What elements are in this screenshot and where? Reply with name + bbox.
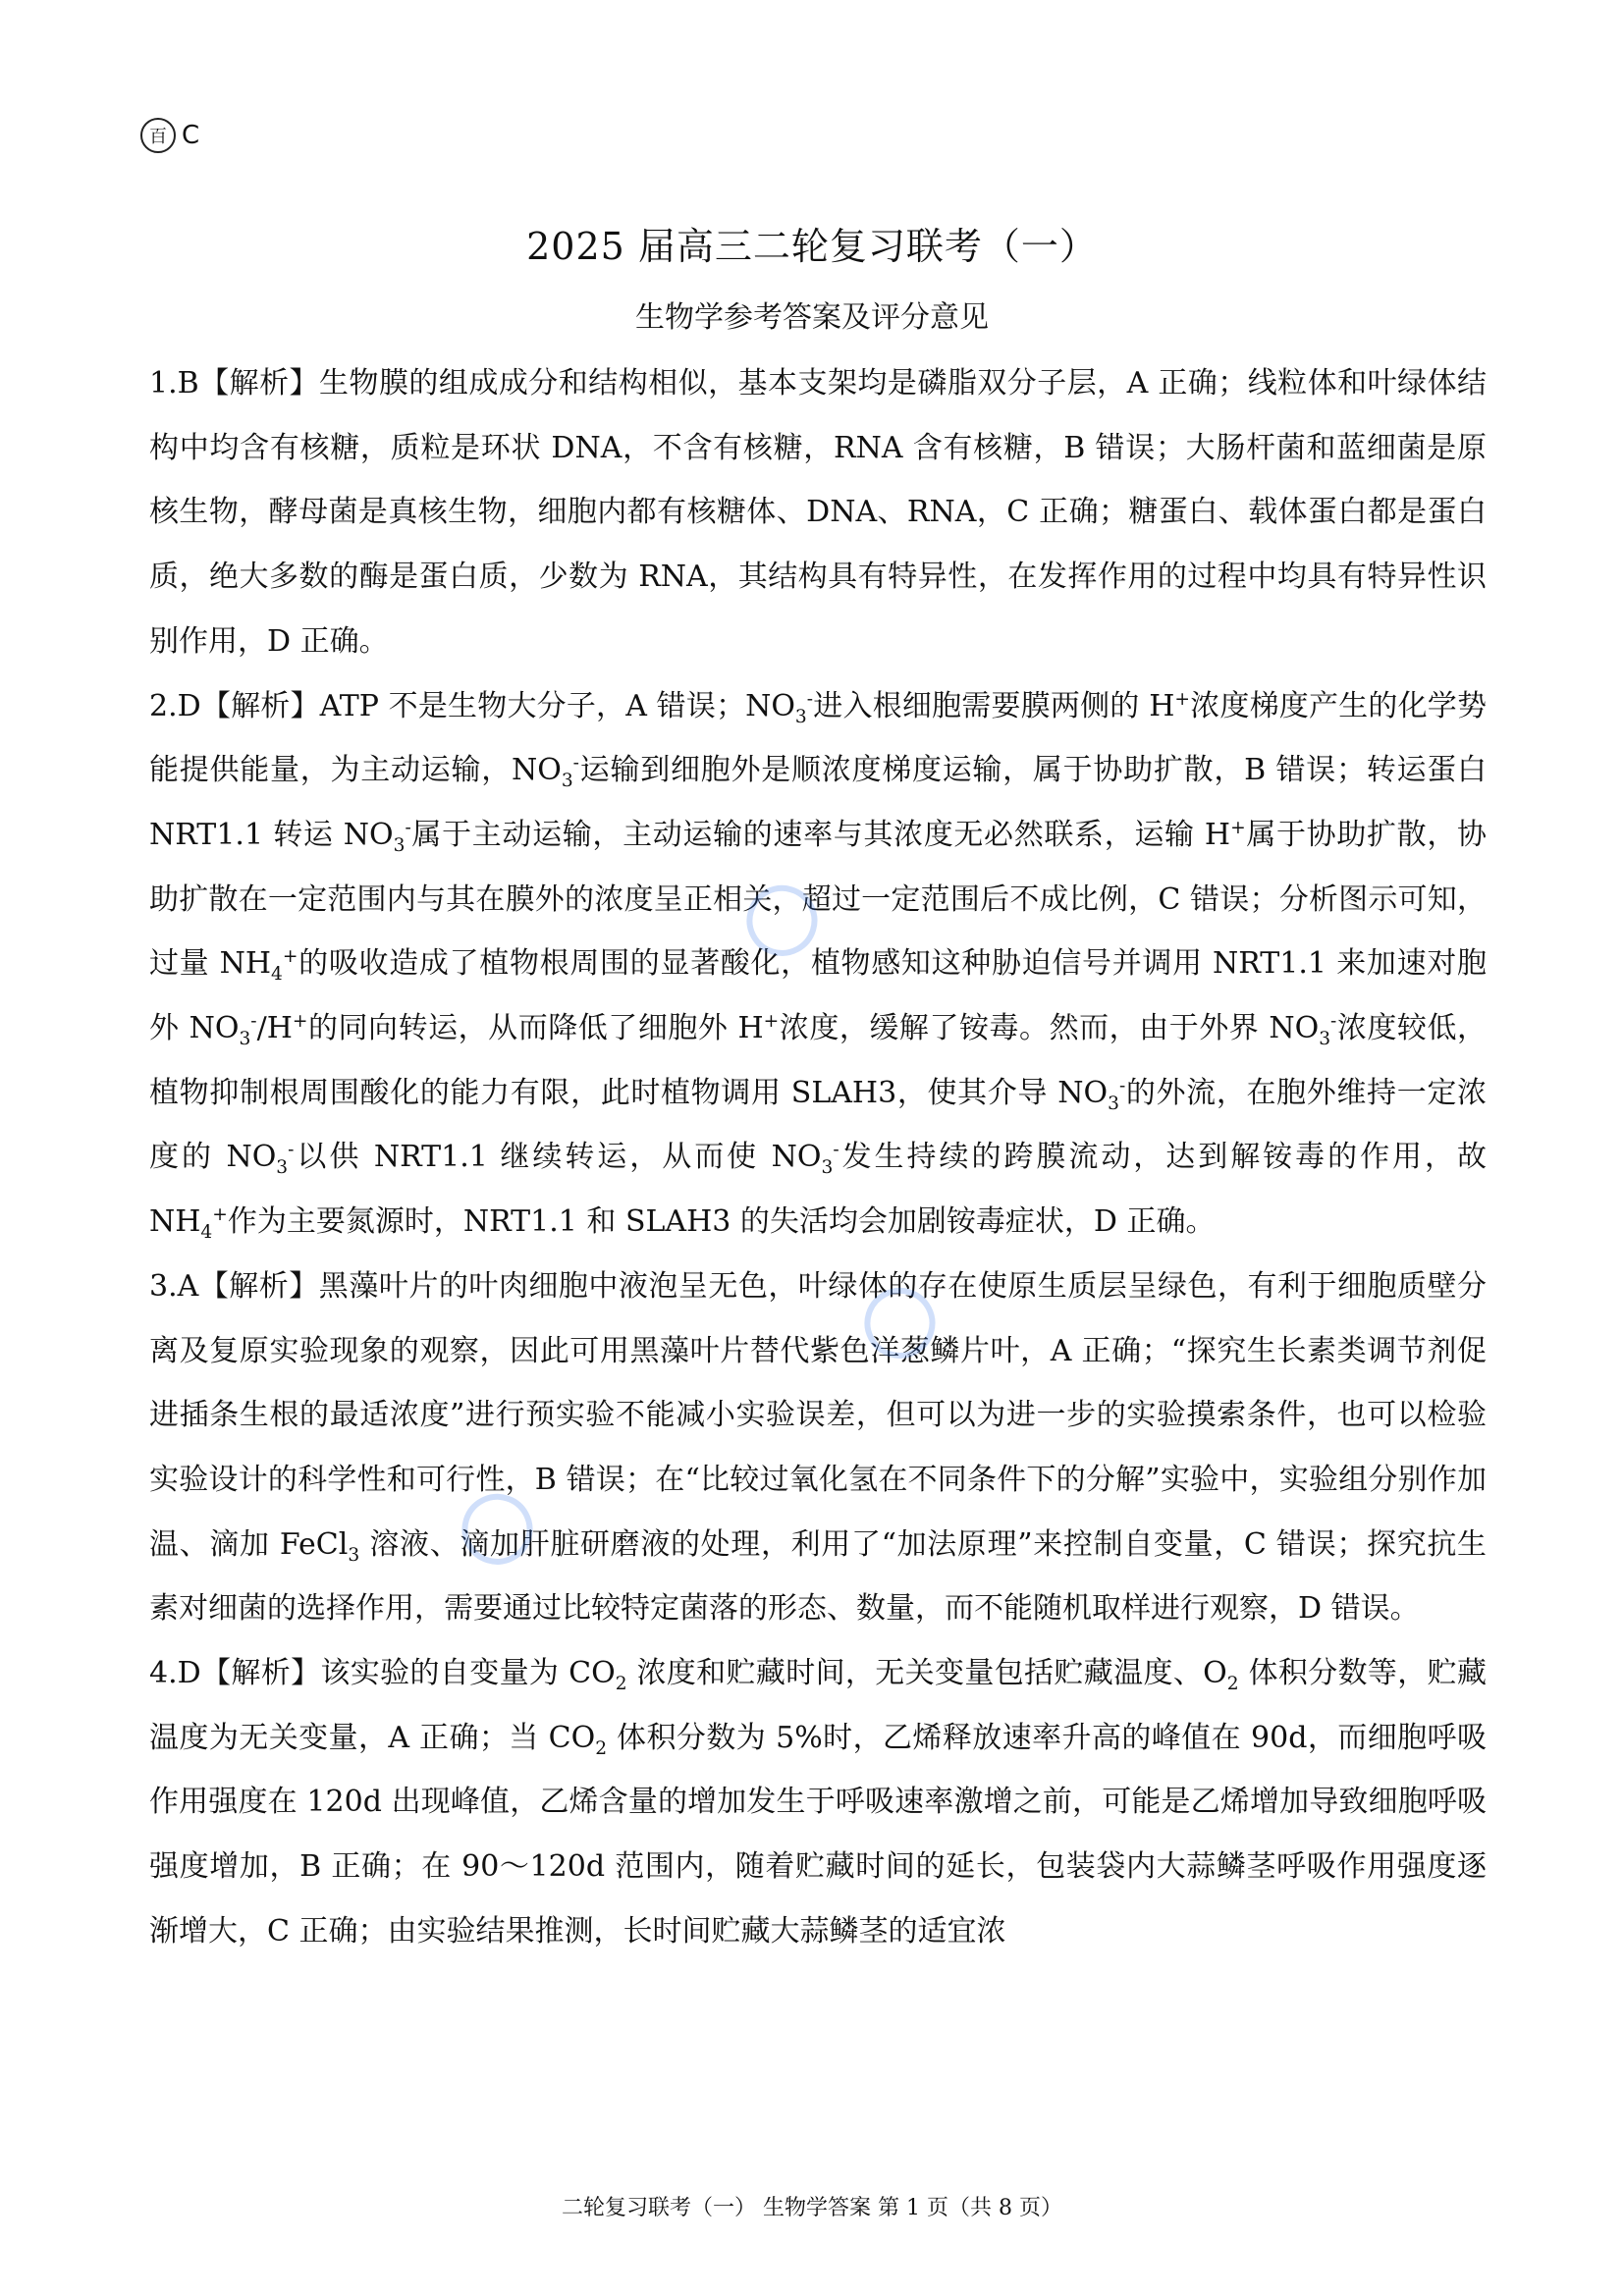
answer-q4: 4.D【解析】该实验的自变量为 $CO_2$ 浓度和贮藏时间，无关变量包括贮藏温度、$O_2$ 体积分数等，贮藏温度为无关变量，A 正确；当 $CO_2$ 体积分数为 5%时，乙烯释放速率升高的峰值在 90d，而细胞呼吸作用强度在 120d 出现峰值，乙烯含量的增加发生于呼吸速率激增之前，可能是乙烯增加导致细胞呼吸强度增加，B 正确；在 90～120d 范围内，随着贮藏时间的延长，包装袋内大蒜鳞茎呼吸作用强度逐渐增大，C 正确；由实验结果推测，长时间贮藏大蒜鳞茎的适宜浓	[149, 1656, 1487, 1949]
logo-circle-icon: 百	[140, 118, 176, 153]
page-title: 2025 届高三二轮复习联考（一）	[526, 225, 1098, 268]
answer-q1: 1.B【解析】生物膜的组成成分和结构相似，基本支架均是磷脂双分子层，A 正确；线粒体和叶绿体结构中均含有核糖，质粒是环状 DNA，不含有核糖，RNA 含有核糖，B 错误；大肠杆菌和蓝细菌是原核生物，酵母菌是真核生物，细胞内都有核糖体、DNA、RNA，C 正确；糖蛋白、载体蛋白都是蛋白质，绝大多数的酶是蛋白质，少数为 RNA，其结构具有特异性，在发挥作用的过程中均具有特异性识别作用，D 正确。	[149, 366, 1487, 659]
answer-content	[149, 351, 1487, 1964]
corner-logo	[140, 118, 199, 153]
page-subtitle: 生物学参考答案及评分意见	[635, 300, 989, 335]
page-footer: 二轮复习联考（一） 生物学答案 第 1 页（共 8 页）	[562, 2196, 1062, 2220]
answer-q2: 2.D【解析】ATP 不是生物大分子，A 错误；$NO_3^-$进入根细胞需要膜两侧的 H+浓度梯度产生的化学势能提供能量，为主动运输，$NO_3^-$运输到细胞外是顺浓度梯度运输，属于协助扩散，B 错误；转运蛋白 NRT1.1 转运 $NO_3^-$属于主动运输，主动运输的速率与其浓度无必然联系，运输 H+属于协助扩散，协助扩散在一定范围内与其在膜外的浓度呈正相关，超过一定范围后不成比例，C 错误；分析图示可知，过量 $NH_4^+$的吸收造成了植物根周围的显著酸化，植物感知这种胁迫信号并调用 NRT1.1 来加速对胞外 $NO_3^-/H^+$的同向转运，从而降低了细胞外 H+浓度，缓解了铵毒。然而，由于外界 $NO_3^-$浓度较低，植物抑制根周围酸化的能力有限，此时植物调用 SLAH3，使其介导 $NO_3^-$的外流，在胞外维持一定浓度的 $NO_3^-$以供 NRT1.1 继续转运，从而使 $NO_3^-$发生持续的跨膜流动，达到解铵毒的作用，故 $NH_4^+$作为主要氮源时，NRT1.1 和 SLAH3 的失活均会加剧铵毒症状，D 正确。	[149, 688, 1488, 1244]
logo-letter: C	[182, 121, 200, 150]
answer-q3: 3.A【解析】黑藻叶片的叶肉细胞中液泡呈无色，叶绿体的存在使原生质层呈绿色，有利于细胞质壁分离及复原实验现象的观察，因此可用黑藻叶片替代紫色洋葱鳞片叶，A 正确；“探究生长素类调节剂促进插条生根的最适浓度”进行预实验不能减小实验误差，但可以为进一步的实验摸索条件，也可以检验实验设计的科学性和可行性，B 错误；在“比较过氧化氢在不同条件下的分解”实验中，实验组分别作加温、滴加 FeCl$_3$ 溶液、滴加肝脏研磨液的处理，利用了“加法原理”来控制自变量，C 错误；探究抗生素对细菌的选择作用，需要通过比较特定菌落的形态、数量，而不能随机取样进行观察，D 错误。	[149, 1268, 1488, 1627]
